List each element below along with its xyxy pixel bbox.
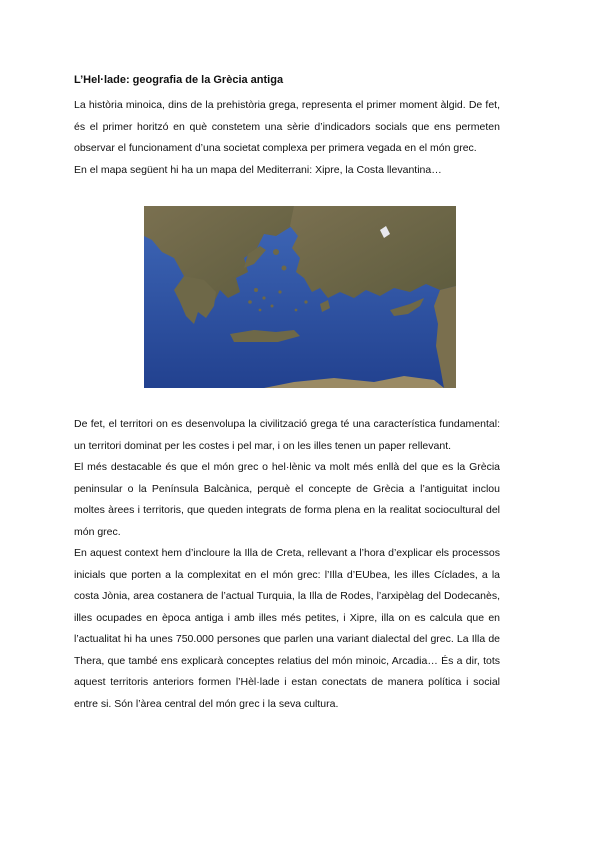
paragraph-3: En aquest context hem d’incloure la Illa de Creta, rellevant a l’hora d’explicar els processos inicials que porten a la complexitat en el món grec: l’Illa d’EUbea, les illes Cíclades, a la costa Jònia, area costanera de l’actual Turquia, la Illa de Rodes, l’arxipèlag del Dodecanès, illes ocupades en època antiga i amb illes més petites, i Xipre, illa on es calcula que en l’actualitat hi ha unes 750.000 persones que parlen una variant dialectal del grec. La Illa de Thera, que també ens explicarà conceptes relatius del món minoic, Arcadia… És a dir, tots aquest territoris anteriors formen l’Hèl·lade i estan conectats de manera política i social entre si. Són l’àrea central del món grec i la seva cultura. [74, 547, 500, 710]
map-intro-paragraph: En el mapa següent hi ha un mapa del Mediterrani: Xipre, la Costa llevantina… [74, 163, 442, 176]
mediterranean-satellite-map [144, 206, 456, 388]
anatolia [290, 206, 456, 298]
intro-paragraph: La història minoica, dins de la prehistòria grega, representa el primer moment àlgid. De fet, és el primer horitzó en què constetem una sèrie d’indicadors socials que ens permeten observar el funcionament d’una societat complexa per primera vegada en el món grec. [74, 99, 500, 154]
paragraph-1: De fet, el territori on es desenvolupa la civilització grega té una característica fundamental: un territori dominat per les costes i pel mar, i on les illes tenen un paper rellevant. [74, 418, 500, 452]
map-illustration [144, 206, 456, 388]
paragraph-2: El més destacable és que el món grec o hel·lènic va molt més enllà del que es la Grècia peninsular o la Península Balcànica, perquè el concepte de Grècia a l’antiguitat inclou moltes àrees i territoris, que queden integrats de forma plena en la realitat sociocultural del món grec. [74, 461, 500, 538]
document-title: L’Hel·lade: geografia de la Grècia antiga [74, 74, 284, 86]
